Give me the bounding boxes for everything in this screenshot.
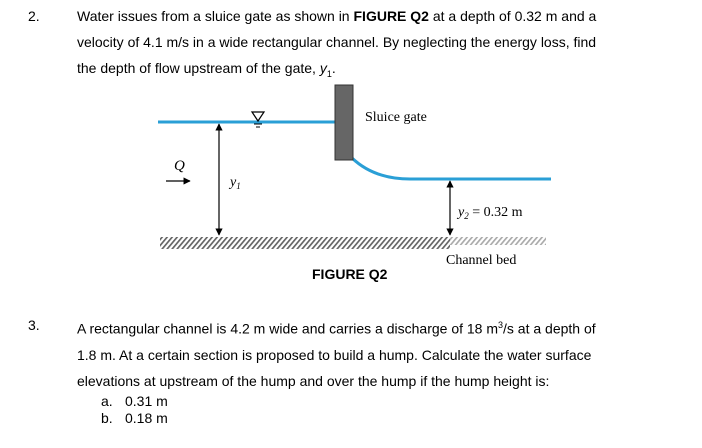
- q3-line1-post: /s at a depth of: [503, 320, 596, 337]
- question-3-number: 3.: [28, 317, 40, 333]
- q3-line1-pre: A rectangular channel is 4.2 m wide and carries a discharge of 18 m: [77, 320, 499, 337]
- figure-reference: FIGURE Q2: [353, 8, 429, 24]
- water-level-symbol: [252, 112, 264, 127]
- sluice-gate-label: Sluice gate: [365, 110, 427, 125]
- sluice-gate: [335, 85, 353, 160]
- channel-bed-label: Channel bed: [446, 253, 517, 268]
- question-2-line-2: velocity of 4.1 m/s in a wide rectangular channel. By neglecting the energy loss, find: [77, 34, 597, 50]
- list-item-label: a.: [101, 393, 113, 409]
- q2-line3-post: .: [331, 60, 336, 76]
- y1-label: $y_1$: [230, 175, 241, 191]
- channel-bed-hatch-right: [450, 237, 546, 245]
- downstream-water-surface: [352, 158, 551, 179]
- question-3-line-3: elevations at upstream of the hump and over the hump if the hump height is:: [77, 372, 550, 389]
- q2-line3-pre: the depth of flow upstream of the gate,: [77, 60, 320, 76]
- question-2-number: 2.: [28, 8, 40, 24]
- y1-subscript: 1: [326, 68, 332, 79]
- channel-bed-hatch-left: [160, 237, 450, 249]
- list-item: [101, 393, 168, 410]
- hump-height-list: [101, 393, 168, 427]
- discharge-label: Q: [174, 158, 185, 174]
- list-item-label: b.: [101, 410, 113, 426]
- list-item-text: 0.18 m: [125, 410, 168, 426]
- list-item-text: 0.31 m: [125, 393, 168, 409]
- question-3-line-1: [77, 312, 697, 342]
- cubic-superscript: 3: [498, 320, 504, 330]
- figure-caption: FIGURE Q2: [312, 266, 388, 282]
- list-item: [101, 410, 168, 427]
- y2-label: $y_2 = 0.32$ m: [458, 205, 523, 221]
- q2-line1-pre: Water issues from a sluice gate as shown in: [77, 8, 354, 24]
- q2-line1-post: at a depth of 0.32 m and a: [428, 8, 597, 24]
- y1-variable: y: [319, 60, 327, 76]
- question-3-text: [77, 312, 697, 394]
- channel-bed: [160, 237, 546, 249]
- question-3-line-2: 1.8 m. At a certain section is proposed to build a hump. Calculate the water surface: [77, 346, 592, 363]
